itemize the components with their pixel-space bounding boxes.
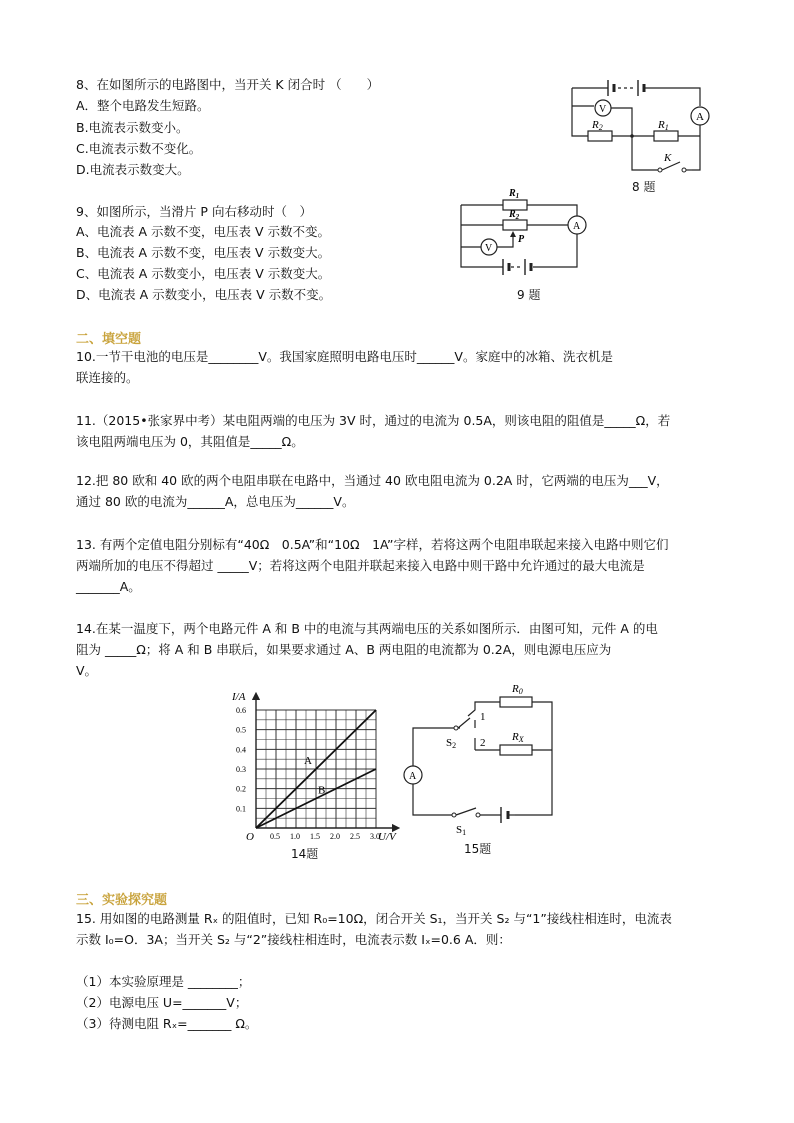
q15-s2-label: S2	[446, 737, 457, 750]
q9-r2-label: $R_2$	[509, 209, 520, 221]
q9-r1-label: $R_1$	[509, 188, 520, 200]
q14-line-2: 阻为 _____Ω；将 A 和 B 串联后，如果要求通过 A、B 两电阻的电流都为 0.2A，则电源电压应为	[76, 642, 612, 657]
x-tick-label: 3.0	[370, 832, 380, 841]
q15-part-1: （1）本实验原理是 ________；	[76, 974, 251, 989]
series-label-a: A	[304, 755, 312, 767]
q13-line-2: 两端所加的电压不得超过 _____V；若将这两个电阻并联起来接入电路中则干路中允许通过的最大电流是	[76, 558, 645, 573]
q9-voltmeter-label: V	[485, 243, 493, 254]
q8-switch-label: K	[664, 152, 672, 164]
q8-option-c: C.电流表示数不变化。	[76, 141, 202, 156]
q9-stem: 9、如图所示，当滑片 P 向右移动时（ ）	[76, 204, 312, 219]
q9-caption: 9 题	[517, 288, 541, 302]
q15-part-2: （2）电源电压 U=_______V；	[76, 995, 248, 1010]
series-label-b: B	[318, 784, 326, 797]
y-tick-label: 0.2	[236, 784, 246, 794]
q12-line-2: 通过 80 欧的电流为______A，总电压为______V。	[76, 494, 355, 509]
q15-terminal-2-label: 2	[480, 737, 486, 749]
q13-line-3: _______A。	[76, 579, 141, 594]
q15-stem-line-1: 15. 用如图的电路测量 Rₓ 的阻值时，已知 R₀=10Ω，闭合开关 S₁，当开关 S₂ 与“1”接线柱相连时，电流表	[76, 911, 672, 926]
q15-r0-label: R0	[512, 683, 523, 696]
x-tick-label: 1.5	[310, 832, 320, 841]
chart-origin-label: O	[246, 831, 254, 843]
q8-stem: 8、在如图所示的电路图中，当开关 K 闭合时 （ ）	[76, 77, 380, 92]
chart-x-axis-label: U/V	[378, 831, 396, 843]
q14-line-3: V。	[76, 663, 98, 678]
q9-option-b: B、电流表 A 示数不变，电压表 V 示数变大。	[76, 245, 331, 260]
q15-ammeter-label: A	[409, 771, 417, 782]
q12-line-1: 12.把 80 欧和 40 欧的两个电阻串联在电路中，当通过 40 欧电阻电流为 0.2A 时，它两端的电压为___V，	[76, 473, 669, 488]
x-tick-label: 2.0	[330, 832, 340, 841]
y-tick-label: 0.6	[236, 706, 246, 715]
q8-option-b: B.电流表示数变小。	[76, 120, 189, 135]
q13-line-1: 13. 有两个定值电阻分别标有“40Ω 0.5A”和“10Ω 1A”字样，若将这两个电阻串联起来接入电路中则它们	[76, 537, 669, 552]
y-tick-label: 0.3	[236, 765, 246, 774]
q15-terminal-1-label: 1	[480, 711, 486, 723]
q15-s1-label: S1	[456, 824, 467, 837]
q11-line-2: 该电阻两端电压为 0，其阻值是_____Ω。	[76, 434, 304, 449]
q15-caption: 15题	[464, 842, 492, 856]
q9-option-d: D、电流表 A 示数变小，电压表 V 示数不变。	[76, 287, 332, 302]
q8-r1-label: R1	[658, 119, 669, 132]
section-experiment-title: 三、实验探究题	[76, 893, 168, 908]
q8-caption: 8 题	[632, 180, 656, 194]
q10-line-2: 联连接的。	[76, 370, 139, 385]
q8-ammeter-label: A	[696, 111, 704, 123]
x-tick-label: 2.5	[350, 832, 360, 841]
section-fill-in-blank-title: 二、填空题	[76, 332, 142, 347]
q15-rx-label: RX	[512, 731, 524, 744]
q14-iu-chart	[228, 688, 408, 858]
x-tick-label: 1.0	[290, 832, 300, 841]
q14-caption: 14题	[291, 847, 319, 861]
q9-option-a: A、电流表 A 示数不变，电压表 V 示数不变。	[76, 224, 331, 239]
q15-part-3: （3）待测电阻 Rₓ=_______ Ω。	[76, 1016, 258, 1031]
q9-circuit-diagram	[455, 185, 595, 285]
q8-r2-label: R2	[592, 119, 603, 132]
x-tick-label: 0.5	[270, 832, 280, 841]
q8-option-a: A．整个电路发生短路。	[76, 98, 210, 113]
y-tick-label: 0.1	[236, 804, 246, 814]
q9-ammeter-label: A	[573, 221, 581, 232]
q8-voltmeter-label: V	[599, 104, 607, 115]
q9-slider-label: P	[518, 234, 525, 245]
q9-option-c: C、电流表 A 示数变小，电压表 V 示数变大。	[76, 266, 331, 281]
q11-line-1: 11.（2015•张家界中考）某电阻两端的电压为 3V 时，通过的电流为 0.5A，则该电阻的阻值是_____Ω，若	[76, 413, 671, 428]
q14-line-1: 14.在某一温度下，两个电路元件 A 和 B 中的电流与其两端电压的关系如图所示．由图可知，元件 A 的电	[76, 621, 658, 636]
y-tick-label: 0.5	[236, 725, 246, 735]
q8-option-d: D.电流表示数变大。	[76, 162, 190, 177]
q15-stem-line-2: 示数 I₀=O．3A；当开关 S₂ 与“2”接线柱相连时，电流表示数 Iₓ=0.6 A．则：	[76, 932, 511, 947]
q15-circuit-diagram	[400, 680, 570, 840]
chart-y-axis-label: I/A	[232, 691, 246, 703]
y-tick-label: 0.4	[236, 745, 246, 755]
q10-line-1: 10.一节干电池的电压是________V。我国家庭照明电路电压时______V。家庭中的冰箱、洗衣机是	[76, 349, 613, 364]
